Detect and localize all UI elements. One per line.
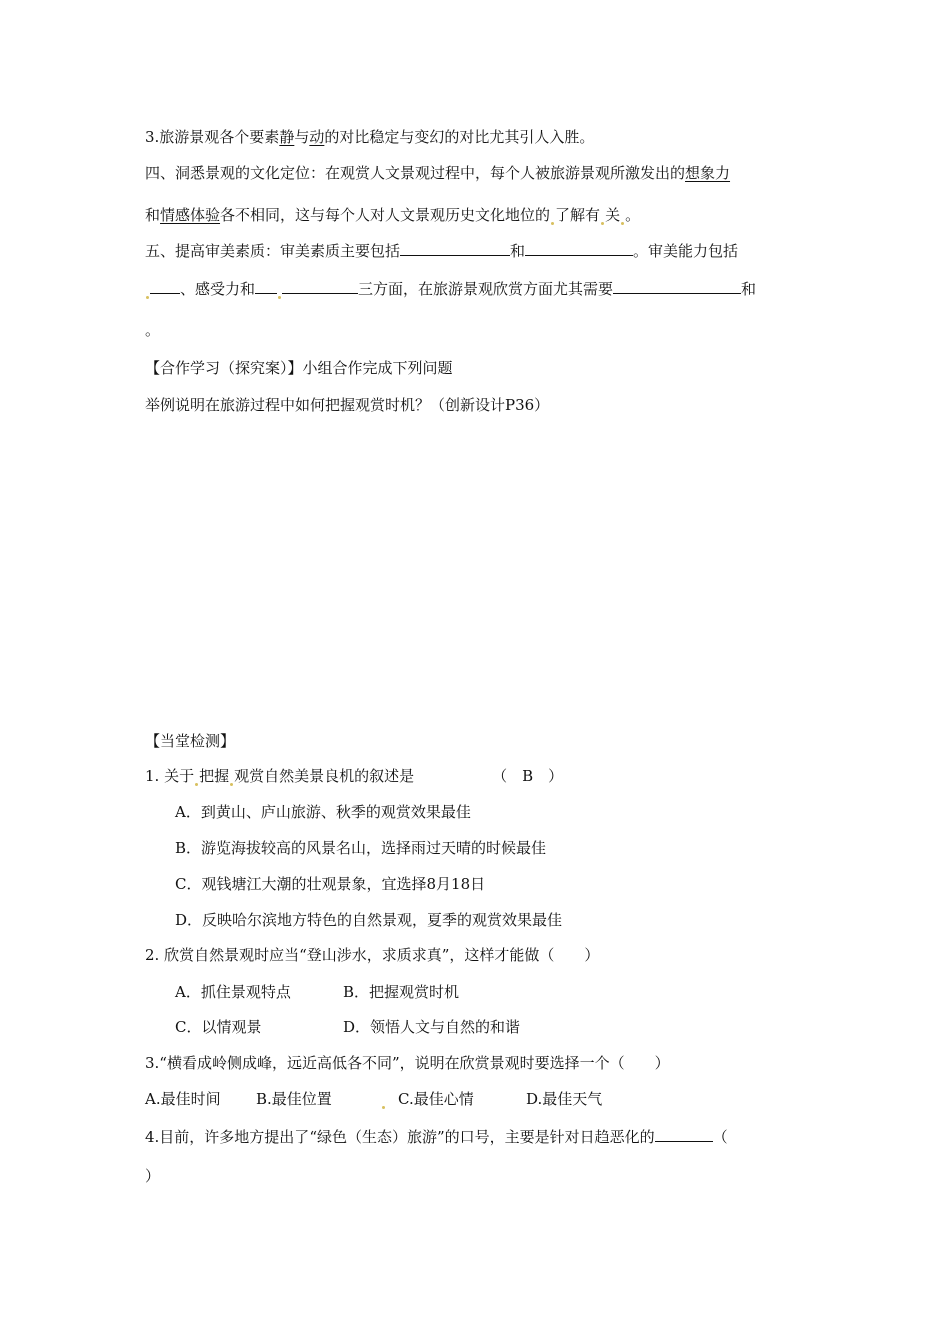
- paragraph-period: 。: [145, 321, 161, 339]
- blank-5: [282, 279, 358, 294]
- mark-dot: [382, 1106, 385, 1109]
- blank-4: [255, 279, 277, 294]
- mark-dot: [278, 296, 281, 299]
- paragraph-aesthetic-cont: 、感受力和 三方面，在旅游景观欣赏方面尤其需要 和: [145, 279, 756, 299]
- cooperative-question: 举例说明在旅游过程中如何把握观赏时机？（创新设计P36）: [145, 396, 550, 414]
- question-1-stem: 1. 关于 把握 观赏自然美景良机的叙述是 （ B ）: [145, 767, 564, 785]
- question-3-stem: 3.“横看成岭侧成峰，远近高低各不同”，说明在欣赏景观时要选择一个（ ）: [145, 1054, 670, 1072]
- underlined-dynamic: 动: [309, 128, 325, 146]
- mark-dot: [601, 222, 604, 225]
- question-4-close: ）: [145, 1167, 161, 1185]
- question-1-answer: （ B ）: [492, 767, 564, 785]
- question-4-stem: 4.目前，许多地方提出了“绿色（生态）旅游”的口号，主要是针对日趋恶化的 （: [145, 1128, 728, 1146]
- question-1-option-d: D．反映哈尔滨地方特色的自然景观，夏季的观赏效果最佳: [175, 911, 563, 929]
- paragraph-cultural-position: 四、洞悉景观的文化定位：在观赏人文景观过程中，每个人被旅游景观所激发出的想象力: [145, 164, 731, 182]
- mark-dot: [230, 783, 233, 786]
- paragraph-aesthetic: 五、提高审美素质：审美素质主要包括 和 。审美能力包括: [145, 242, 739, 260]
- blank-2: [525, 241, 633, 256]
- blank-6: [613, 279, 741, 294]
- question-1-option-c: C．观钱塘江大潮的壮观景象，宜选择8月18日: [175, 875, 486, 893]
- question-2-stem: 2. 欣赏自然景观时应当“登山涉水，求质求真”，这样才能做（ ）: [145, 946, 600, 964]
- section-title-cooperative: 【合作学习（探究案）】小组合作完成下列问题: [145, 359, 453, 377]
- question-2-options-cd: C．以情观景 D．领悟人文与自然的和谐: [175, 1018, 521, 1036]
- underlined-imagination: 想象力: [685, 164, 731, 182]
- mark-dot: [146, 296, 149, 299]
- underlined-emotion: 情感体验: [160, 206, 221, 224]
- paragraph-scene-elements: 3.旅游景观各个要素静与动的对比稳定与变幻的对比尤其引人入胜。: [145, 128, 595, 146]
- section-title-test: 【当堂检测】: [145, 732, 236, 750]
- blank-3: [150, 279, 180, 294]
- blank-1: [400, 241, 510, 256]
- mark-dot: [621, 222, 624, 225]
- paragraph-cultural-position-cont: 和情感体验各不相同，这与每个人对人文景观历史文化地位的 了解有 关 。: [145, 206, 641, 224]
- question-2-options-ab: A．抓住景观特点 B．把握观赏时机: [175, 983, 460, 1001]
- underlined-static: 静: [279, 128, 295, 146]
- mark-dot: [551, 222, 554, 225]
- mark-dot: [195, 783, 198, 786]
- question-3-options: A.最佳时间 B.最佳位置 C.最佳心情 D.最佳天气: [145, 1090, 603, 1108]
- blank-7: [655, 1127, 713, 1142]
- question-1-option-b: B．游览海拔较高的风景名山，选择雨过天晴的时候最佳: [175, 839, 547, 857]
- question-1-option-a: A．到黄山、庐山旅游、秋季的观赏效果最佳: [175, 803, 471, 821]
